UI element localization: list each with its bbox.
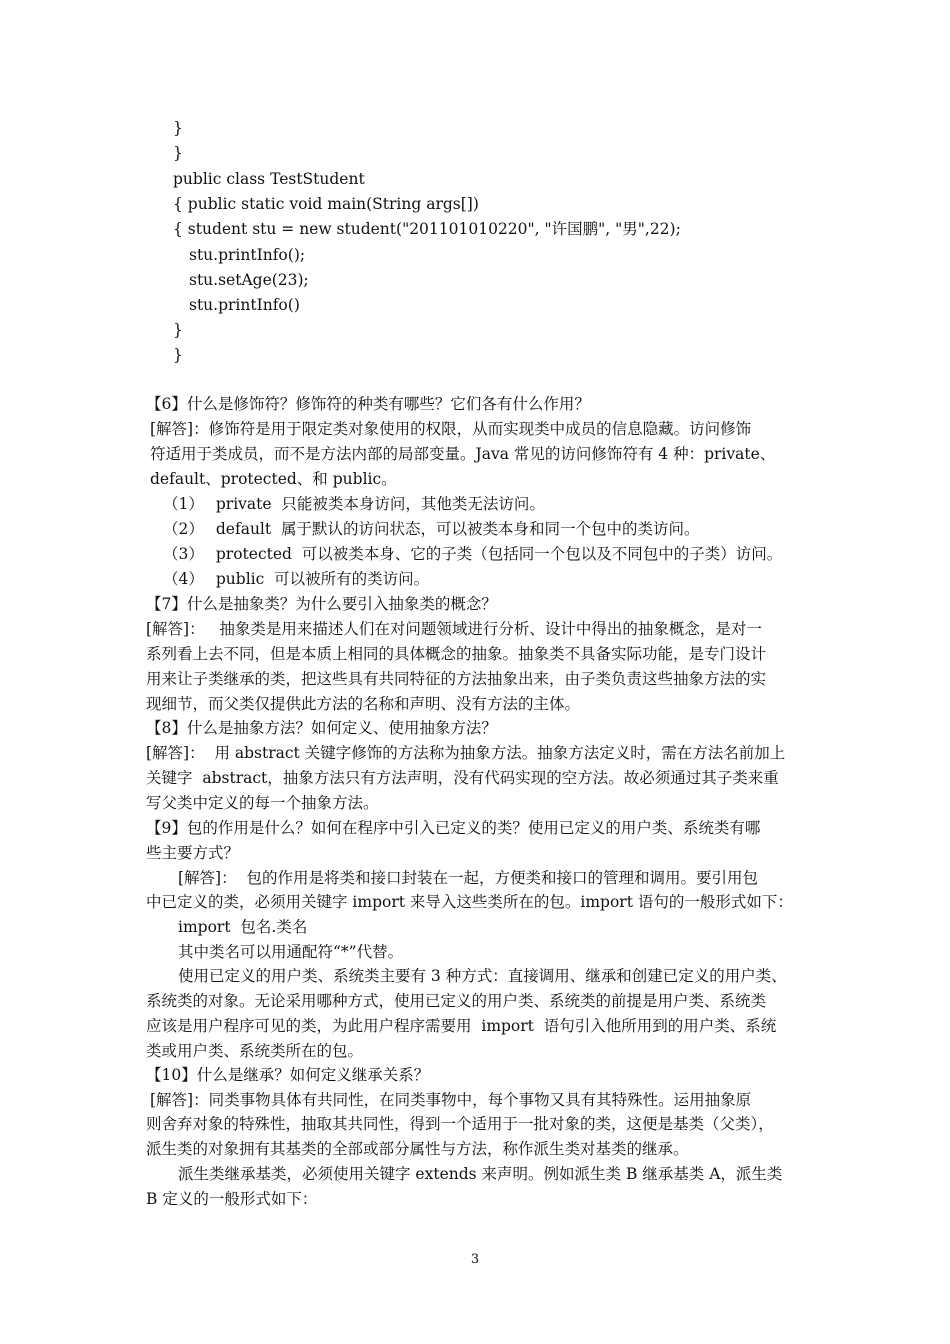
list-text: default 属于默认的访问状态，可以被类本身和同一个包中的类访问。 (215, 520, 700, 538)
answer-text: 其中类名可以用通配符“*”代替。 (178, 943, 404, 961)
answer-text: [解答]： 抽象类是用来描述人们在对问题领域进行分析、设计中得出的抽象概念，是对一 (146, 620, 762, 638)
answer-text: 使用已定义的用户类、系统类主要有 3 种方式：直接调用、继承和创建已定义的用户类、 (178, 967, 787, 985)
answer-text: [解答]： 用 abstract 关键字修饰的方法称为抽象方法。抽象方法定义时，需在方法名前加上 (146, 744, 786, 762)
answer-text: 则舍弃对象的特殊性，抽取其共同性，得到一个适用于一批对象的类，这便是基类（父类）， (146, 1115, 774, 1133)
code-line: stu.printInfo(); (189, 246, 306, 264)
question-heading: 些主要方式？ (146, 844, 240, 862)
answer-text: 关键字 abstract，抽象方法只有方法声明，没有代码实现的空方法。故必须通过其子类来重 (146, 769, 779, 787)
code-line: { student stu = new student("201101010220", "许国鹏", "男",22); (173, 220, 681, 238)
answer-text: 应该是用户程序可见的类，为此用户程序需要用 import 语句引入他所用到的用户类、系统 (146, 1017, 777, 1035)
answer-text: 符适用于类成员，而不是方法内部的局部变量。Java 常见的访问修饰符有 4 种：private、 (150, 445, 776, 463)
answer-text: import 包名.类名 (178, 918, 308, 936)
answer-text: 现细节，而父类仅提供此方法的名称和声明、没有方法的主体。 (146, 695, 581, 713)
code-line: } (173, 119, 183, 137)
answer-text: B 定义的一般形式如下： (146, 1190, 318, 1208)
answer-text: 写父类中定义的每一个抽象方法。 (146, 794, 379, 812)
list-item (163, 544, 782, 564)
answer-text: 中已定义的类，必须用关键字 import 来导入这些类所在的包。import 语句的一般形式如下： (146, 893, 793, 911)
question-heading: 【6】什么是修饰符？修饰符的种类有哪些？它们各有什么作用？ (146, 395, 590, 413)
code-line: } (173, 346, 183, 364)
question-heading: 【9】包的作用是什么？如何在程序中引入已定义的类？使用已定义的用户类、系统类有哪 (146, 819, 761, 837)
answer-text: [解答]：修饰符是用于限定类对象使用的权限，从而实现类中成员的信息隐藏。访问修饰 (150, 420, 752, 438)
list-text: private 只能被类本身访问，其他类无法访问。 (215, 495, 545, 513)
code-line: stu.setAge(23); (189, 271, 309, 289)
list-number: （2） (163, 520, 204, 538)
answer-text: default、protected、和 public。 (150, 470, 397, 488)
code-line: public class TestStudent (173, 170, 365, 188)
question-heading: 【7】什么是抽象类？为什么要引入抽象类的概念？ (146, 595, 497, 613)
answer-text: 系统类的对象。无论采用哪种方式，使用已定义的用户类、系统类的前提是用户类、系统类 (146, 992, 767, 1010)
answer-text: 派生类继承基类，必须使用关键字 extends 来声明。例如派生类 B 继承基类 A，派生类 (178, 1165, 783, 1183)
list-item (163, 519, 699, 539)
list-number: （1） (163, 495, 204, 513)
list-text: public 可以被所有的类访问。 (215, 570, 430, 588)
code-line: } (173, 144, 183, 162)
page-number: 3 (470, 1252, 480, 1267)
answer-text: 类或用户类、系统类所在的包。 (146, 1042, 364, 1060)
answer-text: [解答]：同类事物具体有共同性，在同类事物中，每个事物又具有其特殊性。运用抽象原 (150, 1091, 752, 1109)
list-number: （4） (163, 570, 204, 588)
answer-text: 用来让子类继承的类，把这些具有共同特征的方法抽象出来，由子类负责这些抽象方法的实 (146, 670, 767, 688)
answer-text: [解答]： 包的作用是将类和接口封装在一起，方便类和接口的管理和调用。要引用包 (178, 869, 758, 887)
question-heading: 【8】什么是抽象方法？如何定义、使用抽象方法？ (146, 719, 497, 737)
code-line: } (173, 321, 183, 339)
code-line: { public static void main(String args[]) (173, 195, 479, 213)
code-line: stu.printInfo() (189, 296, 300, 314)
list-text: protected 可以被类本身、它的子类（包括同一个包以及不同包中的子类）访问。 (215, 545, 783, 563)
list-item (163, 569, 429, 589)
answer-text: 派生类的对象拥有其基类的全部或部分属性与方法，称作派生类对基类的继承。 (146, 1140, 689, 1158)
list-number: （3） (163, 545, 204, 563)
question-heading: 【10】什么是继承？如何定义继承关系？ (146, 1066, 430, 1084)
list-item (163, 494, 545, 514)
answer-text: 系列看上去不同，但是本质上相同的具体概念的抽象。抽象类不具备实际功能，是专门设计 (146, 645, 767, 663)
